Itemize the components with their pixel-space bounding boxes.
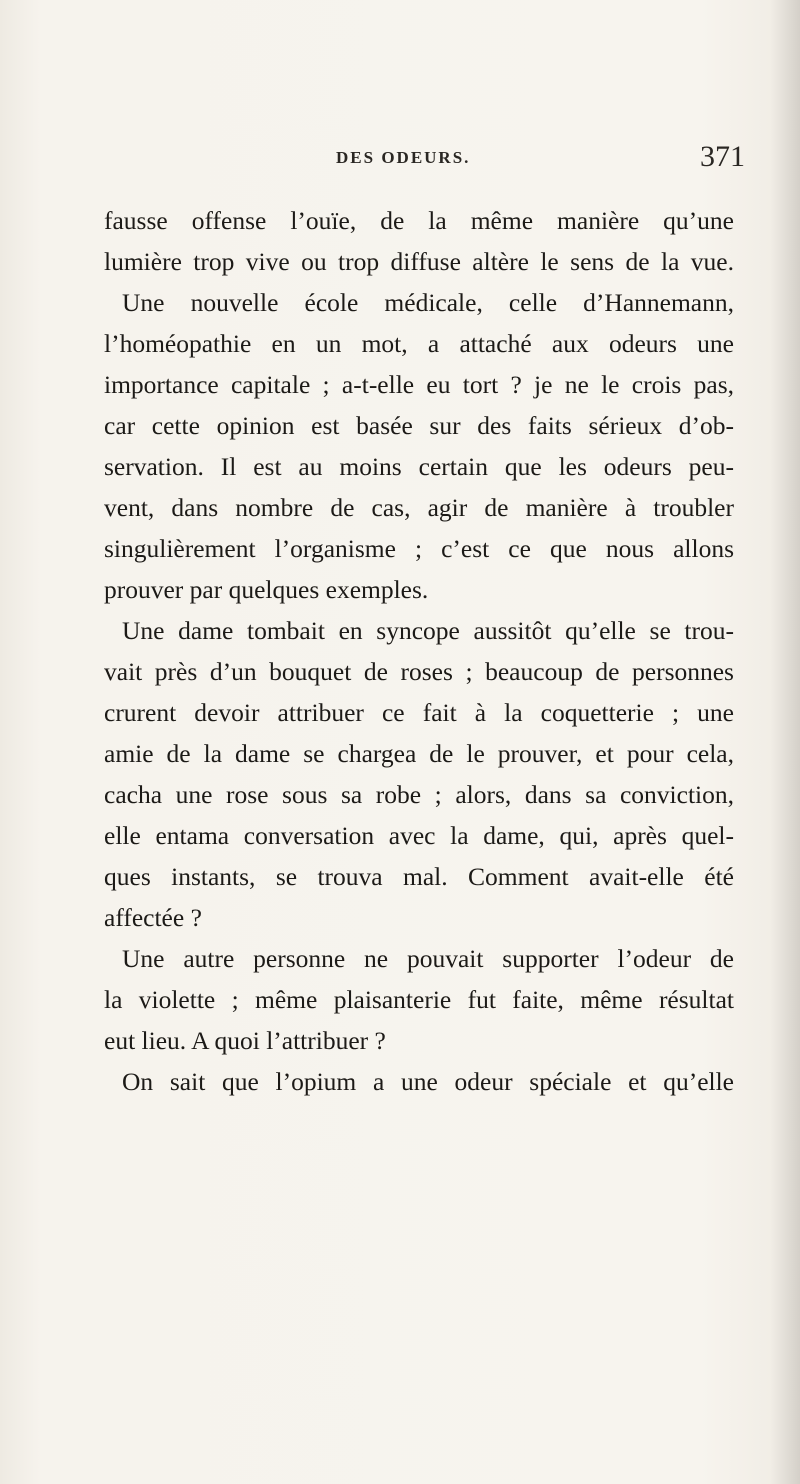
text-line: cacha une rose sous sa robe ; alors, dans sa conviction,: [104, 780, 734, 809]
text-line: lumière trop vive ou trop diffuse altère le sens de la vue.: [104, 247, 734, 276]
text-line: eut lieu. A quoi l’attribuer ?: [104, 1026, 386, 1055]
text-line: singulièrement l’organisme ; c’est ce que nous allons: [104, 534, 734, 563]
text-line: Une autre personne ne pouvait supporter l’odeur de: [122, 944, 734, 973]
text-line: Une dame tombait en syncope aussitôt qu’elle se trou-: [122, 616, 734, 645]
page-edge-shadow: [770, 0, 800, 1484]
text-line: vait près d’un bouquet de roses ; beaucoup de personnes: [104, 657, 734, 686]
text-line: la violette ; même plaisanterie fut faite, même résultat: [104, 985, 734, 1014]
text-line: crurent devoir attribuer ce fait à la coquetterie ; une: [104, 698, 734, 727]
text-line: car cette opinion est basée sur des faits sérieux d’ob-: [104, 411, 734, 440]
text-line: affectée ?: [104, 903, 202, 932]
running-title: DES ODEURS.: [336, 148, 471, 167]
body-text: [104, 200, 734, 1102]
text-line: elle entama conversation avec la dame, qui, après quel-: [104, 821, 734, 850]
text-line: importance capitale ; a-t-elle eu tort ? je ne le crois pas,: [104, 370, 734, 399]
text-line: fausse offense l’ouïe, de la même manière qu’une: [104, 206, 734, 235]
text-line: Une nouvelle école médicale, celle d’Hannemann,: [122, 288, 734, 317]
page-header: [0, 140, 800, 180]
text-line: vent, dans nombre de cas, agir de manière à troubler: [104, 493, 734, 522]
page-number: 371: [700, 140, 745, 173]
text-line: ques instants, se trouva mal. Comment avait-elle été: [104, 862, 734, 891]
text-line: On sait que l’opium a une odeur spéciale et qu’elle: [122, 1067, 734, 1096]
text-line: servation. Il est au moins certain que les odeurs peu-: [104, 452, 734, 481]
text-line: prouver par quelques exemples.: [104, 575, 429, 604]
text-line: l’homéopathie en un mot, a attaché aux odeurs une: [104, 329, 734, 358]
text-line: amie de la dame se chargea de le prouver, et pour cela,: [104, 739, 734, 768]
